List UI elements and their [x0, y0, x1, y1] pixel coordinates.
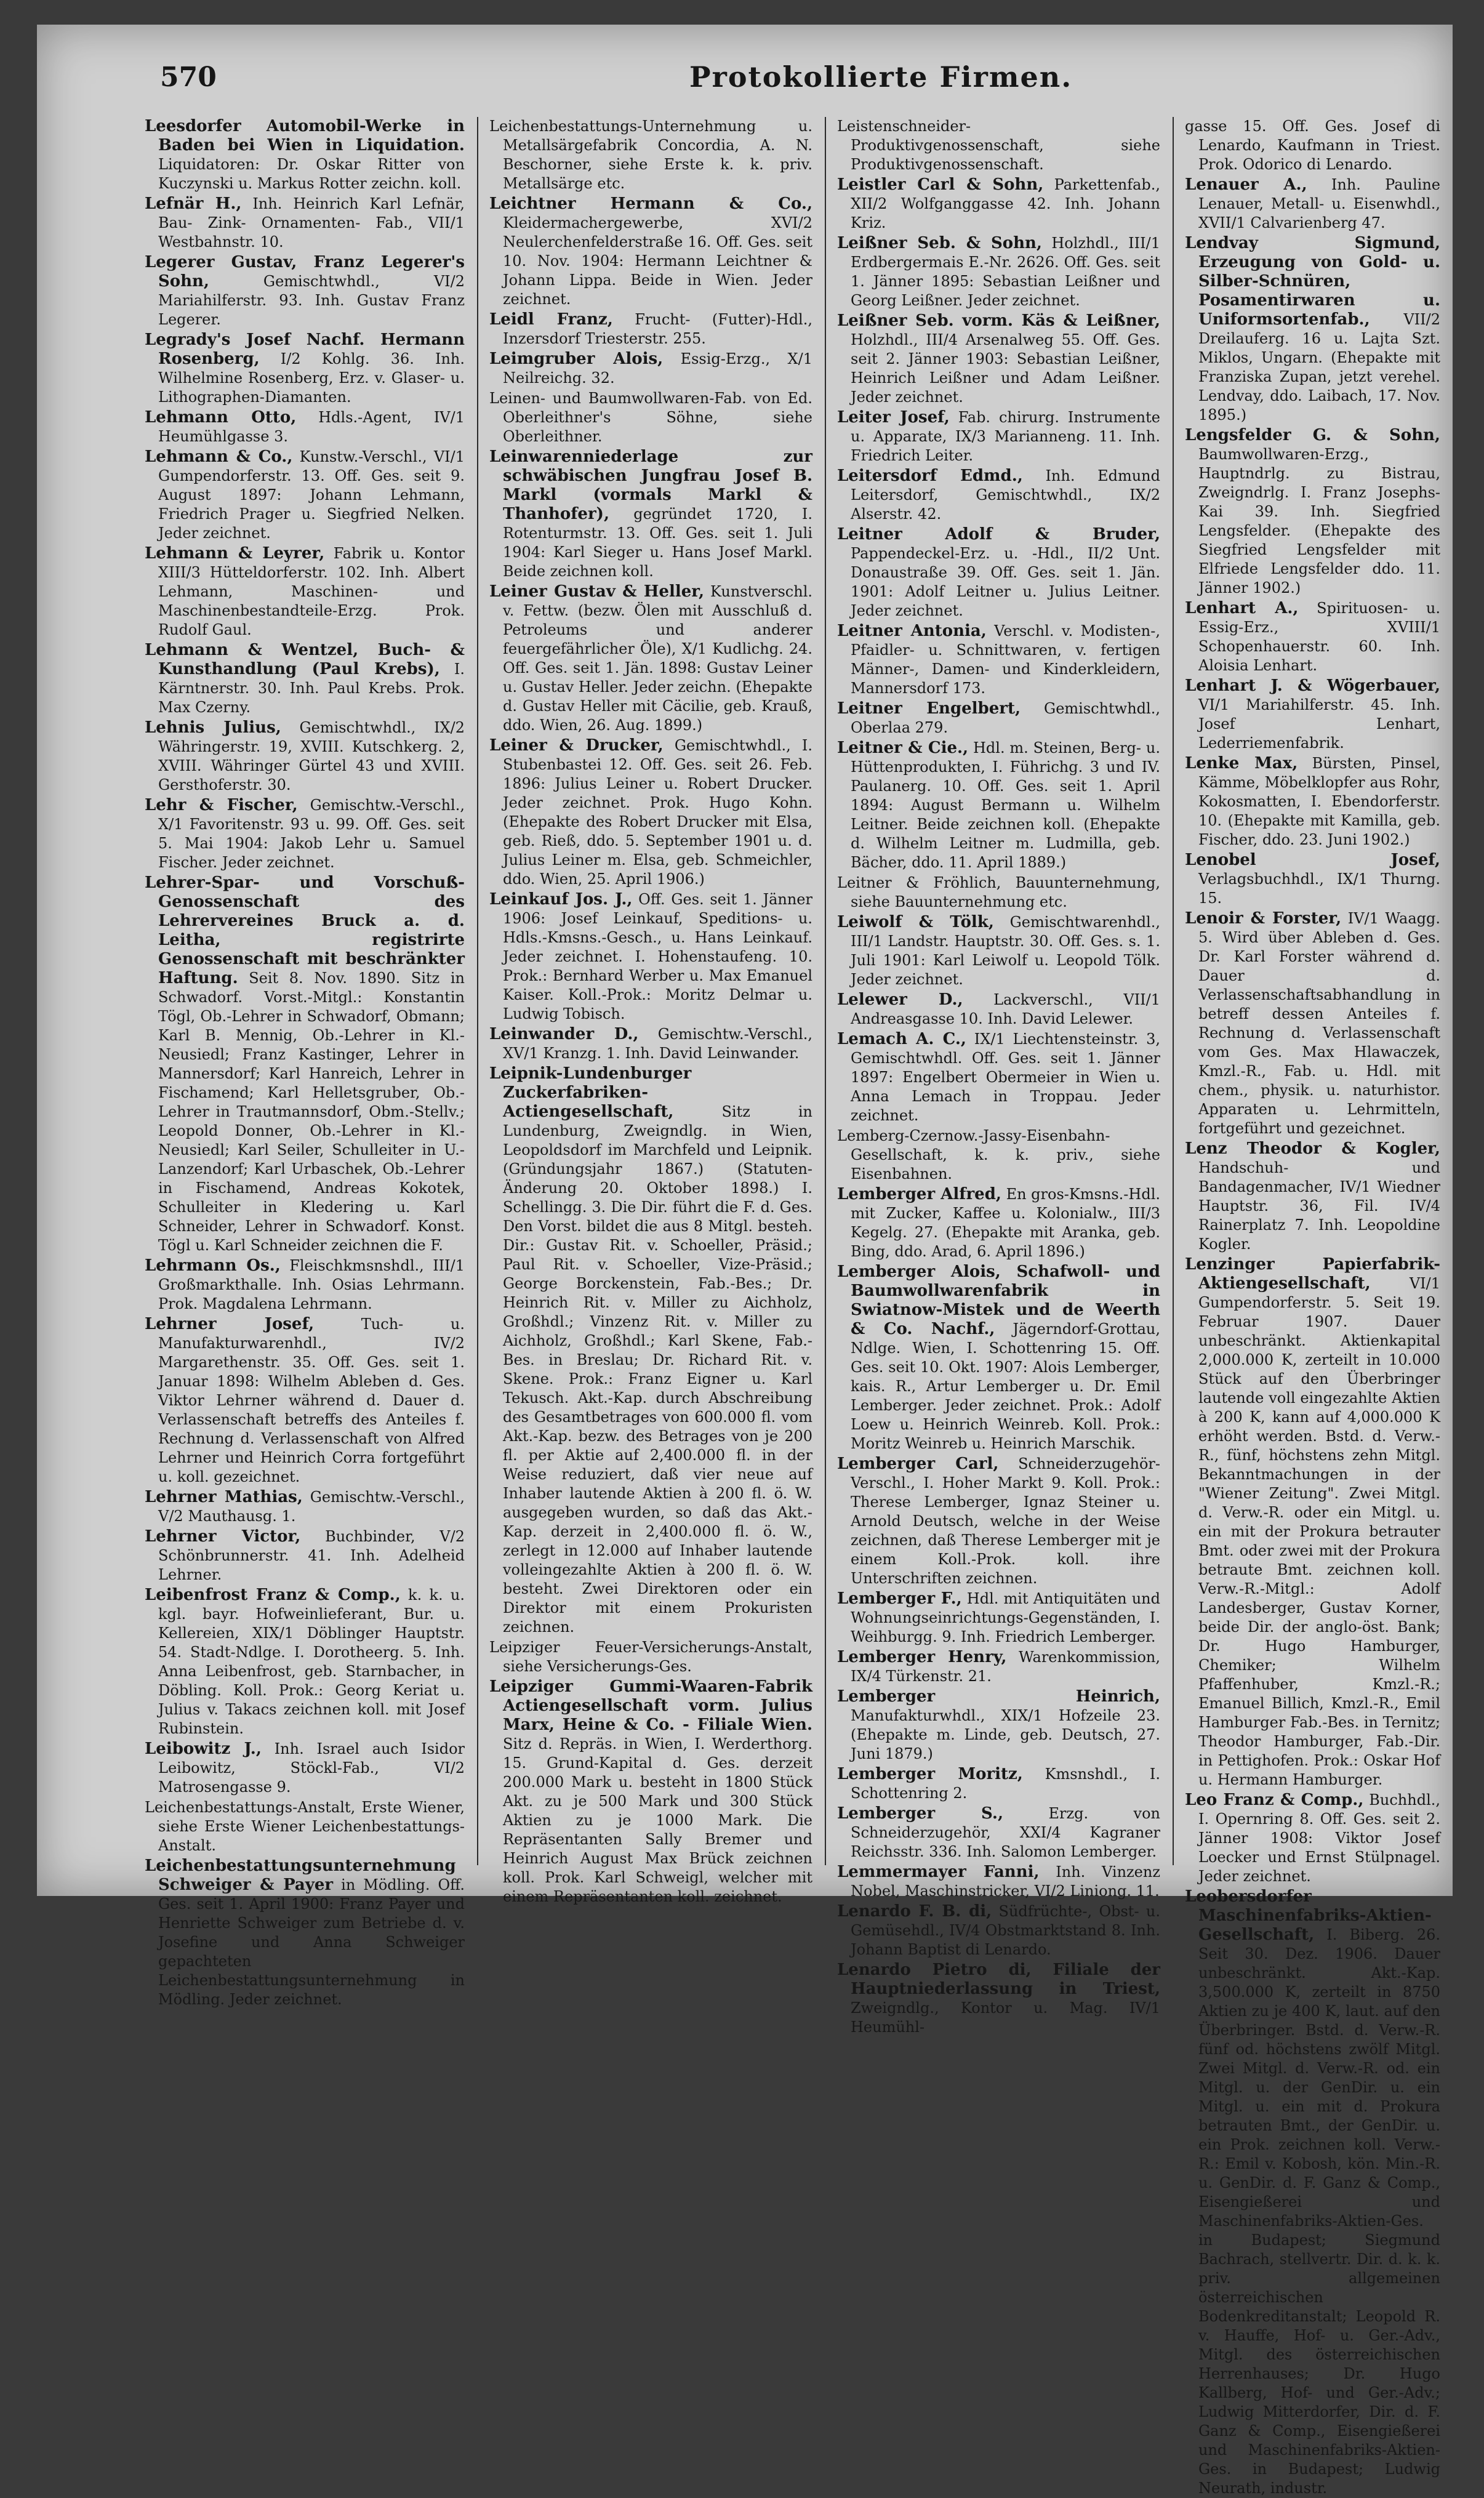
directory-entry — [489, 582, 812, 735]
firm-details: Kleidermachergewerbe, XVI/2 Neulerchenfelderstraße 16. Off. Ges. seit 10. Nov. 1904: Hermann Leichtner & Johann Lippa. Beide in Wien. Jeder zeichnet. — [503, 214, 812, 308]
firm-details: Lemberg-Czernow.-Jassy-Eisenbahn-Gesellschaft, k. k. priv., siehe Eisenbahnen. — [837, 1127, 1160, 1183]
firm-details: gasse 15. Off. Ges. Josef di Lenardo, Kaufmann in Triest. Prok. Odorico di Lenardo. — [1185, 118, 1440, 173]
firm-name: Lelewer D., — [837, 990, 963, 1009]
firm-details: Spirituosen- u. Essig-Erz., XVIII/1 Schopenhauerstr. 60. Inh. Aloisia Lenhart. — [1198, 600, 1440, 674]
directory-entry — [1185, 599, 1440, 675]
directory-entry — [489, 1064, 812, 1637]
firm-details: Gemischtwhdl., I. Stubenbastei 12. Off. Ges. seit 26. Feb. 1896: Julius Leiner u. Robert Drucker. Jeder zeichnet. Prok. Hugo Kohn. (Ehepakte des Robert Drucker mit Elsa, geb. Rieß, ddo. 5. September 1901 u. d. Julius Leiner m. Elsa, geb. Schmeichler, ddo. Wien, 25. April 1906.) — [503, 737, 812, 888]
directory-entry — [1185, 117, 1440, 174]
firm-name: Lehrner Mathias, — [145, 1488, 303, 1506]
firm-details: Leipziger Feuer-Versicherungs-Anstalt, siehe Versicherungs-Ges. — [489, 1639, 812, 1675]
firm-details: Gemischtw.-Verschl., XV/1 Kranzg. 1. Inh. David Leinwander. — [503, 1026, 812, 1062]
directory-entry — [837, 525, 1160, 620]
running-title: Protokollierte Firmen. — [689, 60, 1073, 94]
directory-entry — [837, 1185, 1160, 1261]
firm-details: Erzg. von Schneiderzugehör, XXI/4 Kagraner Reichsstr. 336. Inh. Salomon Lemberger. — [851, 1805, 1160, 1860]
text-column-4 — [1185, 117, 1440, 2497]
firm-name: Legrady's Josef Nachf. Hermann Rosenberg, — [145, 331, 465, 368]
firm-details: Hdls.-Agent, IV/1 Heumühlgasse 3. — [158, 409, 465, 445]
firm-details: Buchhdl., I. Opernring 8. Off. Ges. seit 2. Jänner 1908: Viktor Josef Loecker und Ernst Stülpnagel. Jeder zeichnet. — [1198, 1791, 1440, 1885]
directory-entry — [145, 1740, 465, 1797]
firm-name: Leiwolf & Tölk, — [837, 913, 994, 931]
firm-details: Inh. Edmund Leitersdorf, Gemischtwhdl., IX/2 Alserstr. 42. — [851, 467, 1160, 523]
firm-name: Leitersdorf Edmd., — [837, 467, 1023, 485]
firm-name: Lehr & Fischer, — [145, 796, 298, 814]
firm-details: Inh. Vinzenz Nobel, Maschinstricker, VI/2 Liniong. 11. — [851, 1863, 1160, 1900]
directory-entry — [489, 1025, 812, 1063]
firm-details: Leitner & Fröhlich, Bauunternehmung, siehe Bauunternehmung etc. — [837, 874, 1160, 910]
firm-details: Pappendeckel-Erz. u. -Hdl., II/2 Unt. Donaustraße 39. Off. Ges. seit 1. Jän. 1901: Adolf Leitner u. Julius Leitner. Jeder zeichnet. — [851, 545, 1160, 619]
directory-entry — [837, 1765, 1160, 1803]
directory-entry — [145, 873, 465, 1255]
directory-entry — [145, 1256, 465, 1314]
firm-name: Leinkauf Jos. J., — [489, 890, 633, 909]
firm-details: Hdl. m. Steinen, Berg- u. Hüttenprodukten, I. Führichg. 3 und IV. Paulanerg. 10. Off. Ges. seit 1. April 1894: August Bermann u. Wilhelm Leitner. Beide zeichnen koll. (Ehepakte d. Wilhelm Leitner m. Ludmilla, geb. Bächer, ddo. 11. April 1889.) — [851, 739, 1160, 871]
directory-entry — [145, 641, 465, 717]
directory-entry — [1185, 234, 1440, 425]
page-header — [37, 25, 1453, 98]
firm-details: IX/1 Liechtensteinstr. 3, Gemischtwhdl. Off. Ges. seit 1. Jänner 1897: Engelbert Obermeier in Wien u. Anna Lemach in Troppau. Jeder zeichnet. — [851, 1030, 1160, 1124]
firm-name: Lehmann & Co., — [145, 448, 293, 466]
firm-name: Lemberger Carl, — [837, 1455, 999, 1473]
firm-name: Lemberger F., — [837, 1589, 962, 1608]
firm-details: Verlagsbuchhdl., IX/1 Thurng. 15. — [1198, 870, 1440, 907]
firm-details: Leichenbestattungs-Anstalt, Erste Wiener, siehe Erste Wiener Leichenbestattungs-Anstalt. — [145, 1799, 465, 1854]
firm-name: Lenhart A., — [1185, 599, 1299, 617]
directory-entry — [489, 1638, 812, 1676]
directory-entry — [145, 796, 465, 872]
firm-details: Kunstw.-Verschl., VI/1 Gumpendorferstr. 13. Off. Ges. seit 9. August 1897: Johann Lehmann, Friedrich Prager u. Siegfried Nelken. Jeder zeichnet. — [158, 448, 465, 542]
directory-entry — [145, 1315, 465, 1487]
directory-entry — [1185, 754, 1440, 849]
firm-details: Tuch- u. Manufakturwarenhdl., IV/2 Margarethenstr. 35. Off. Ges. seit 1. Januar 1898: Wilhelm Ableben d. Ges. Viktor Lehrner während d. Dauer d. Verlassenschaft betreffs des Anteiles f. Rechnung d. Verlassenschaft von Alfred Lehrner und Heinrich Corra fortgeführt u. koll. gezeichnet. — [158, 1315, 465, 1485]
firm-name: Leinwarenniederlage zur schwäbischen Jungfrau Josef B. Markl (vormals Markl & Thanhofer), — [489, 448, 812, 523]
firm-details: Schneiderzugehör-Verschl., I. Hoher Markt 9. Koll. Prok.: Therese Lemberger, Ignaz Steiner u. Arnold Deutsch, welche in der Weise zeichnen, daß Therese Lemberger mit je einem Koll.-Prok. koll. ihre Unterschriften zeichnen. — [851, 1455, 1160, 1587]
firm-details: Fabrik u. Kontor XIII/3 Hütteldorferstr. 102. Inh. Albert Lehmann, Maschinen- und Maschinenbestandteile-Erzg. Prok. Rudolf Gaul. — [158, 545, 465, 638]
firm-details: Holzhdl., III/1 Erdbergermais E.-Nr. 2626. Off. Ges. seit 1. Jänner 1895: Sebastian Leißner und Georg Leißner. Jeder zeichnet. — [851, 235, 1160, 309]
firm-name: Lengsfelder G. & Sohn, — [1185, 426, 1440, 444]
directory-entry — [145, 1488, 465, 1526]
firm-details: Inh. Heinrich Karl Lefnär, Bau- Zink- Ornamenten- Fab., VII/1 Westbahnstr. 10. — [158, 195, 465, 251]
directory-entry — [837, 1030, 1160, 1125]
column-rule — [477, 117, 478, 1865]
firm-name: Lehrer-Spar- und Vorschuß-Genossenschaft des Lehrervereines Bruck a. d. Leitha, registrirte Genossenschaft mit beschränkter Haftung. — [145, 873, 465, 987]
firm-details: Inh. Israel auch Isidor Leibowitz, Stöckl-Fab., VI/2 Matrosengasse 9. — [158, 1740, 465, 1796]
firm-details: Essig-Erzg., X/1 Neilreichg. 32. — [503, 350, 812, 387]
directory-entry — [837, 467, 1160, 524]
firm-name: Leitner Engelbert, — [837, 699, 1021, 718]
firm-name: Lenhart J. & Wögerbauer, — [1185, 677, 1440, 695]
firm-details: Gemischtwhdl., VI/2 Mariahilferstr. 93. Inh. Gustav Franz Legerer. — [158, 273, 465, 328]
directory-entry — [837, 1263, 1160, 1453]
firm-details: Leistenschneider-Produktivgenossenschaft, siehe Produktivgenossenschaft. — [837, 118, 1160, 173]
firm-name: Lenobel Josef, — [1185, 851, 1440, 869]
directory-entry — [837, 1648, 1160, 1686]
directory-entry — [145, 1586, 465, 1738]
firm-name: Lemberger Alfred, — [837, 1185, 1001, 1203]
firm-name: Lefnär H., — [145, 195, 242, 213]
firm-details: gegründet 1720, I. Rotenturmstr. 13. Off. Ges. seit 1. Juli 1904: Karl Sieger u. Hans Josef Markl. Beide zeichnen koll. — [503, 505, 812, 580]
directory-entry — [489, 389, 812, 446]
directory-entry — [489, 310, 812, 348]
directory-entry — [837, 1127, 1160, 1184]
firm-details: I. Kärntnerstr. 30. Inh. Paul Krebs. Prok. Max Czerny. — [158, 661, 465, 716]
firm-name: Leidl Franz, — [489, 310, 613, 329]
firm-name: Leiner & Drucker, — [489, 736, 664, 755]
firm-name: Leesdorfer Automobil-Werke in Baden bei Wien in Liquidation. — [145, 117, 465, 155]
directory-entry — [489, 117, 812, 193]
directory-entry — [1185, 1139, 1440, 1254]
directory-entry — [1185, 677, 1440, 753]
firm-details: Lackverschl., VII/1 Andreasgasse 10. Inh. David Lelewer. — [851, 991, 1161, 1027]
firm-details: k. k. u. kgl. bayr. Hofweinlieferant, Bur. u. Kellereien, XIX/1 Döblinger Hauptstr. 54. Stadt-Ndlge. I. Dorotheerg. 5. Inh. Anna Leibenfrost, geb. Starnbacher, in Döbling. Koll. Prok.: Georg Keriat u. Julius v. Takacs zeichnen koll. mit Josef Rubinstein. — [158, 1586, 465, 1737]
firm-details: IV/1 Waagg. 5. Wird über Ableben d. Ges. Dr. Karl Forster während d. Dauer d. Verlassenschaftsabhandlung in betreff dessen Anteiles f. Rechnung d. Verlassenschaft vom Ges. Max Hlawaczek, Kmzl.-R., Fab. u. Hdl. mit chem., physik. u. naturhistor. Apparaten u. Lehrmitteln, fortgeführt und gezeichnet. — [1198, 910, 1440, 1137]
directory-entry — [837, 990, 1160, 1029]
directory-entry — [1185, 426, 1440, 598]
firm-details: Holzhdl., III/4 Arsenalweg 55. Off. Ges. seit 2. Jänner 1903: Sebastian Leißner, Heinrich Leißner und Adam Leißner. Jeder zeichnet. — [851, 331, 1160, 406]
directory-entry — [145, 1857, 465, 2009]
directory-entry — [145, 1798, 465, 1855]
directory-entry — [1185, 1791, 1440, 1886]
firm-details: Jägerndorf-Grottau, Ndlge. Wien, I. Schottenring 15. Off. Ges. seit 10. Okt. 1907: Alois Lemberger, kais. R., Artur Lemberger u. Dr. Emil Lemberger. Jeder zeichnet. Prok.: Adolf Loew u. Heinrich Weinreb. Koll. Prok.: Moritz Weinreb u. Heinrich Marschik. — [851, 1320, 1160, 1452]
firm-details: in Mödling. Off. Ges. seit 1. April 1900: Franz Payer und Henriette Schweiger zum Betriebe d. v. Josefine und Anna Schweiger gepachteten Leichenbestattungsunternehmung in Mödling. Jeder zeichnet. — [158, 1876, 465, 2008]
directory-entry — [489, 195, 812, 309]
firm-name: Leichenbestattungsunternehmung Schweiger & Payer — [145, 1857, 456, 1894]
directory-entry — [837, 913, 1160, 989]
firm-details: En gros-Kmsns.-Hdl. mit Zucker, Kaffee u. Kolonialw., III/3 Kegelg. 27. (Ehepakte mit Aranka, geb. Bing, ddo. Arad, 6. April 1896.) — [851, 1186, 1161, 1260]
firm-name: Leißner Seb. & Sohn, — [837, 234, 1042, 252]
firm-name: Leo Franz & Comp., — [1185, 1791, 1364, 1809]
directory-entry — [837, 117, 1160, 174]
directory-entry — [837, 234, 1160, 310]
directory-entry — [145, 195, 465, 252]
firm-name: Lemberger Heinrich, — [837, 1687, 1160, 1706]
firm-details: Warenkommission, IX/4 Türkenstr. 21. — [851, 1649, 1160, 1685]
firm-name: Leinwander D., — [489, 1025, 639, 1043]
firm-name: Lemmermayer Fanni, — [837, 1863, 1040, 1881]
firm-name: Leichtner Hermann & Co., — [489, 195, 812, 213]
firm-name: Lenzinger Papierfabrik-Aktiengesellschaft, — [1185, 1255, 1440, 1293]
text-column-3 — [837, 117, 1161, 2036]
firm-name: Lehrner Josef, — [145, 1315, 315, 1333]
directory-entry — [489, 890, 812, 1024]
text-column-2 — [489, 117, 812, 1905]
firm-details: Parkettenfab., XII/2 Wolfganggasse 42. Inh. Johann Kriz. — [851, 176, 1160, 231]
firm-details: Gemischtw.-Verschl., X/1 Favoritenstr. 93 u. 99. Off. Ges. seit 5. Mai 1904: Jakob Lehr u. Samuel Fischer. Jeder zeichnet. — [158, 797, 465, 871]
firm-name: Lehnis Julius, — [145, 718, 281, 737]
firm-name: Lehmann & Wentzel, Buch- & Kunsthandlung (Paul Krebs), — [145, 641, 465, 678]
firm-details: VII/2 Dreilauferg. 16 u. Lajta Szt. Miklos, Ungarn. (Ehepakte mit Franziska Zupan, jetzt verehel. Lendvay, ddo. Laibach, 17. Nov. 1895.) — [1198, 311, 1440, 424]
directory-entry — [837, 311, 1160, 407]
directory-entry — [837, 1589, 1160, 1647]
firm-details: Kmsnshdl., I. Schottenring 2. — [851, 1765, 1160, 1802]
firm-details: Seit 8. Nov. 1890. Sitz in Schwadorf. Vorst.-Mitgl.: Konstantin Tögl, Ob.-Lehrer in Schwadorf, Obmann; Karl B. Mennig, Ob.-Lehrer in Kl.-Neusiedl; Franz Kastinger, Lehrer in Mannersdorf; Karl Hanreich, Lehrer in Fischamend; Karl Helletsgruber, Ob.-Lehrer in Trautmannsdorf, Obm.-Stellv.; Leopold Donner, Ob.-Lehrer in Kl.-Neusiedl; Karl Seiler, Schulleiter in U.-Lanzendorf; Karl Urbaschek, Ob.-Lehrer in Fischamend, Andreas Kokotek, Schulleiter in Kledering u. Karl Schneider, Lehrer in Schwadorf. Konst. Tögl u. Karl Schneider zeichnen die F. — [158, 970, 465, 1254]
document-page — [37, 25, 1453, 2497]
directory-entry — [837, 622, 1160, 698]
firm-details: Manufakturwhdl., XIX/1 Hofzeile 23. (Ehepakte m. Linde, geb. Deutsch, 27. Juni 1879.) — [851, 1707, 1160, 1762]
firm-details: Verschl. v. Modisten-, Pfaidler- u. Schnittwaren, v. fertigen Männer-, Damen- und Kinderkleidern, Mannersdorf 173. — [851, 622, 1160, 697]
firm-name: Lenke Max, — [1185, 754, 1298, 773]
directory-entry — [837, 1863, 1160, 1901]
firm-details: Leinen- und Baumwollwaren-Fab. von Ed. Oberleithner's Söhne, siehe Oberleithner. — [489, 390, 812, 445]
firm-name: Leißner Seb. vorm. Käs & Leißner, — [837, 311, 1160, 330]
directory-entry — [1185, 851, 1440, 908]
firm-details: Gemischtwhdl., IX/2 Währingerstr. 19, XVIII. Kutschkerg. 2, XVIII. Währinger Gürtel 43 und XVIII. Gersthoferstr. 30. — [158, 719, 465, 793]
firm-details: Off. Ges. seit 1. Jänner 1906: Josef Leinkauf, Speditions- u. Hdls.-Kmsns.-Gesch., u. Hans Leinkauf. Jeder zeichnet. I. Hohenstaufeng. 10. Prok.: Bernhard Werber u. Max Emanuel Kaiser. Koll.-Prok.: Moritz Delmar u. Ludwig Tobisch. — [503, 891, 812, 1022]
firm-details: Gemischtwhdl., Oberlaa 279. — [851, 700, 1160, 736]
text-column-1 — [145, 117, 465, 2008]
directory-entry — [837, 699, 1160, 737]
firm-name: Legerer Gustav, Franz Legerer's Sohn, — [145, 253, 465, 291]
directory-entry — [145, 544, 465, 640]
firm-details: VI/1 Gumpendorferstr. 5. Seit 19. Februar 1907. Dauer unbeschränkt. Aktienkapital 2,000.000 K, zerteilt in 10.000 Stück auf den Überbringer lautende voll eingezahlte Aktien à 200 K, kann auf 4,000.000 K erhöht werden. Bstd. d. Verw.-R., fünf, höchstens zehn Mitgl. Bekanntmachungen in der "Wiener Zeitung". Zwei Mitgl. d. Verw.-R. oder ein Mitgl. u. ein mit der Prokura betrauter Bmt. oder zwei mit der Prokura betraute Bmt. zeichnen koll. Verw.-R.-Mitgl.: Adolf Landesberger, Gustav Korner, beide Dir. der anglo-öst. Bank; Dr. Hugo Hamburger, Chemiker; Wilhelm Pfaffenhuber, Kmzl.-R.; Emanuel Billich, Kmzl.-R., Emil Hamburger Fab.-Bes. in Ternitz; Theodor Hamburger, Fab.-Dir. in Pettighofen. Prok.: Oskar Hof u. Hermann Hamburger. — [1198, 1275, 1440, 1788]
directory-entry — [1185, 175, 1440, 233]
firm-name: Lemach A. C., — [837, 1030, 966, 1048]
firm-name: Lemberger Moritz, — [837, 1765, 1023, 1783]
firm-details: Baumwollwaren-Erzg., Hauptndrlg. zu Bistrau, Zweigndrlg. I. Franz Josephs-Kai 39. Inh. Siegfried Lengsfelder. (Ehepakte des Siegfried Lengsfelder mit Elfriede Lengsfelder ddo. 11. Jänner 1902.) — [1198, 446, 1440, 596]
directory-entry — [837, 408, 1160, 465]
directory-entry — [145, 408, 465, 446]
firm-details: Inh. Pauline Lenauer, Metall- u. Eisenwhdl., XVII/1 Calvarienberg 47. — [1198, 176, 1440, 231]
firm-name: Lenardo F. B. di, — [837, 1902, 992, 1921]
firm-details: Bürsten, Pinsel, Kämme, Möbelklopfer aus Rohr, Kokosmatten, I. Ebendorferstr. 10. (Ehepakte mit Kamilla, geb. Fischer, ddo. 23. Juni 1902.) — [1198, 755, 1440, 848]
directory-entry — [489, 736, 812, 889]
directory-entry — [489, 350, 812, 388]
firm-name: Leitner & Cie., — [837, 739, 969, 757]
firm-details: Fab. chirurg. Instrumente u. Apparate, IX/3 Marianneng. 11. Inh. Friedrich Leiter. — [851, 409, 1160, 464]
directory-entry — [145, 331, 465, 407]
directory-entry — [1185, 1887, 1440, 2498]
directory-entry — [837, 1804, 1160, 1861]
firm-name: Leistler Carl & Sohn, — [837, 175, 1044, 194]
firm-name: Leitner Adolf & Bruder, — [837, 525, 1160, 544]
firm-details: I. Biberg. 26. Seit 30. Dez. 1906. Dauer unbeschränkt. Akt.-Kap. 3,500.000 K, zerteilt in 8750 Aktien zu je 400 K, laut. auf den Überbringer. Bstd. d. Verw.-R. fünf od. höchstens zwölf Mitgl. Zwei Mitgl. d. Verw.-R. od. ein Mitgl. u. der GenDir. u. ein Mitgl. u. ein mit d. Prokura betrauten Bmt., der GenDir. u. ein Prok. zeichnen koll. Verw.-R.: Emil v. Kobosh, kön. Min.-R. u. GenDir. d. F. Ganz & Comp., Eisengießerei und Maschinenfabriks-Aktien-Ges. in Budapest; Siegmund Bachrach, stellvertr. Dir. d. k. k. priv. allgemeinen österreichischen Bodenkreditanstalt; Leopold R. v. Hauffe, Hof- u. Ger.-Adv., Mitgl. des österreichischen Herrenhauses; Dr. Hugo Kallberg, Hof- und Ger.-Adv.; Ludwig Mitterdorfer, Dir. d. F. Ganz & Comp., Eisengießerei und Maschinenfabriks-Aktien-Ges. in Budapest; Ludwig Neurath, industr. — [1198, 1926, 1440, 2497]
directory-entry — [837, 1455, 1160, 1588]
directory-entry — [837, 739, 1160, 872]
firm-details: Zweigndlg., Kontor u. Mag. IV/1 Heumühl- — [851, 1999, 1160, 2036]
firm-name: Lendvay Sigmund, Erzeugung von Gold- u. Silber-Schnüren, Posamentirwaren u. Uniformsortenfab., — [1185, 234, 1440, 329]
firm-name: Lemberger Alois, Schafwoll- und Baumwollwarenfabrik in Swiatnow-Mistek und de Weerth & Co. Nachf., — [837, 1263, 1160, 1338]
firm-details: I/2 Kohlg. 36. Inh. Wilhelmine Rosenberg, Erz. v. Glaser- u. Lithographen-Diamanten. — [158, 350, 465, 406]
directory-entry — [837, 1687, 1160, 1764]
firm-name: Leibenfrost Franz & Comp., — [145, 1586, 401, 1604]
firm-name: Lenauer A., — [1185, 175, 1307, 194]
firm-name: Lehrmann Os., — [145, 1256, 281, 1275]
directory-entry — [489, 1677, 812, 1906]
directory-entry — [837, 873, 1160, 912]
page-number: 570 — [160, 62, 217, 93]
column-rule — [1173, 117, 1174, 1865]
firm-details: Fleischkmsnshdl., III/1 Großmarkthalle. Inh. Osias Lehrmann. Prok. Magdalena Lehrmann. — [158, 1257, 465, 1312]
firm-details: Leichenbestattungs-Unternehmung u. Metallsärgefabrik Concordia, A. N. Beschorner, siehe Erste k. k. priv. Metallsärge etc. — [489, 118, 812, 192]
directory-entry — [1185, 909, 1440, 1138]
directory-entry — [145, 448, 465, 543]
directory-entry — [145, 117, 465, 193]
firm-name: Leobersdorfer Maschinenfabriks-Aktien-Gesellschaft, — [1185, 1887, 1432, 1944]
firm-name: Lenoir & Forster, — [1185, 909, 1342, 928]
firm-name: Leibowitz J., — [145, 1740, 262, 1758]
firm-details: Buchbinder, V/2 Schönbrunnerstr. 41. Inh. Adelheid Lehrner. — [158, 1528, 465, 1583]
firm-name: Lehmann Otto, — [145, 408, 297, 427]
firm-name: Lenardo Pietro di, Filiale der Hauptniederlassung in Triest, — [837, 1961, 1160, 1998]
firm-name: Lehrner Victor, — [145, 1527, 301, 1546]
firm-details: Hdl. mit Antiquitäten und Wohnungseinrichtungs-Gegenständen, I. Weihburgg. 9. Inh. Friedrich Lemberger. — [851, 1590, 1160, 1645]
directory-entry — [145, 253, 465, 329]
firm-name: Leimgruber Alois, — [489, 350, 664, 368]
directory-entry — [145, 718, 465, 795]
firm-name: Lehmann & Leyrer, — [145, 544, 325, 563]
directory-entry — [837, 175, 1160, 233]
firm-name: Lemberger Henry, — [837, 1648, 1007, 1666]
firm-name: Leipziger Gummi-Waaren-Fabrik Actiengesellschaft vorm. Julius Marx, Heine & Co. - Filiale Wien. — [489, 1677, 812, 1734]
directory-entry — [837, 1961, 1160, 2037]
firm-name: Lemberger S., — [837, 1804, 1003, 1823]
firm-details: Gemischtw.-Verschl., V/2 Mauthausg. 1. — [158, 1488, 465, 1525]
firm-name: Leitner Antonia, — [837, 622, 987, 640]
firm-name: Lenz Theodor & Kogler, — [1185, 1139, 1440, 1158]
firm-details: Sitz d. Repräs. in Wien, I. Werderthorg. 15. Grund-Kapital d. Ges. derzeit 200.000 Mark u. besteht in 1800 Stück Akt. zu je 500 Mark und 300 Stück Aktien zu je 1000 Mark. Die Repräsentanten Sally Bremer und Heinrich August Max Brück zeichnen koll. Prok. Karl Schweigl, welcher mit einem Repräsentanten koll. zeichnet. — [503, 1735, 812, 1905]
firm-name: Leiner Gustav & Heller, — [489, 582, 705, 601]
firm-name: Leipnik-Lundenburger Zuckerfabriken-Actiengesellschaft, — [489, 1064, 692, 1121]
firm-details: Frucht- (Futter)-Hdl., Inzersdorf Triesterstr. 255. — [503, 311, 812, 347]
directory-entry — [489, 448, 812, 581]
firm-name: Leiter Josef, — [837, 408, 950, 427]
firm-details: Südfrüchte-, Obst- u. Gemüsehdl., IV/4 Obstmarktstand 8. Inh. Johann Baptist di Lenardo. — [851, 1903, 1160, 1958]
firm-details: Kunstverschl. v. Fettw. (bezw. Ölen mit Ausschluß d. Petroleums und anderer feuergefährlicher Öle), X/1 Kudlichg. 24. Off. Ges. seit 1. Jän. 1898: Gustav Leiner u. Gustav Heller. Jeder zeichn. (Ehepakte d. Gustav Heller mit Cäcilie, geb. Krauß, ddo. Wien, 26. Aug. 1899.) — [503, 583, 812, 734]
firm-details: Sitz in Lundenburg, Zweigndlg. in Wien, Leopoldsdorf im Marchfeld und Leipnik. (Gründungsjahr 1867.) (Statuten-Änderung 20. Oktober 1898.) I. Schellingg. 3. Die Dir. führt die F. d. Ges. Den Vorst. bildet die aus 8 Mitgl. besteh. Dir.: Gustav Rit. v. Schoeller, Präsid.; Paul Rit. v. Schoeller, Vize-Präsid.; George Borckenstein, Fab.-Bes.; Dr. Heinrich Rit. v. Miller zu Aichholz, Großhdl.; Vinzenz Rit. v. Miller zu Aichholz, Großhdl.; Karl Skene, Fab.-Bes. in Breslau; Dr. Richard Rit. v. Skene. Prok.: Franz Eigner u. Karl Tekusch. Akt.-Kap. durch Abschreibung des Gesamtbetrages von 600.000 fl. vom Akt.-Kap. bezw. des Betrages von je 200 fl. per Aktie auf 2,400.000 fl. in der Weise reduziert, daß vier neue auf Inhaber lautende Aktien à 200 fl. ö. W. ausgegeben wurden, so daß das Akt.-Kap. derzeit in 2,400.000 fl. ö. W., zerlegt in 12.000 auf Inhaber lautende volleingezahlte Aktien à 200 fl. ö. W. besteht. Zwei Direktoren oder ein Direktor mit einem Prokuristen zeichnen. — [503, 1103, 812, 1636]
directory-entry — [145, 1527, 465, 1584]
firm-details: Gemischtwarenhdl., III/1 Landstr. Hauptstr. 30. Off. Ges. s. 1. Juli 1901: Karl Leiwolf u. Leopold Tölk. Jeder zeichnet. — [851, 914, 1160, 988]
firm-details: Liquidatoren: Dr. Oskar Ritter von Kuczynski u. Markus Rotter zeichn. koll. — [158, 156, 465, 192]
column-rule — [825, 117, 826, 1865]
directory-entry — [1185, 1255, 1440, 1789]
firm-details: VI/1 Mariahilferstr. 45. Inh. Josef Lenhart, Lederriemenfabrik. — [1198, 696, 1440, 752]
directory-entry — [837, 1902, 1160, 1959]
firm-details: Handschuh- und Bandagenmacher, IV/1 Wiedner Hauptstr. 36, Fil. IV/4 Rainerplatz 7. Inh. Leopoldine Kogler. — [1198, 1159, 1440, 1253]
